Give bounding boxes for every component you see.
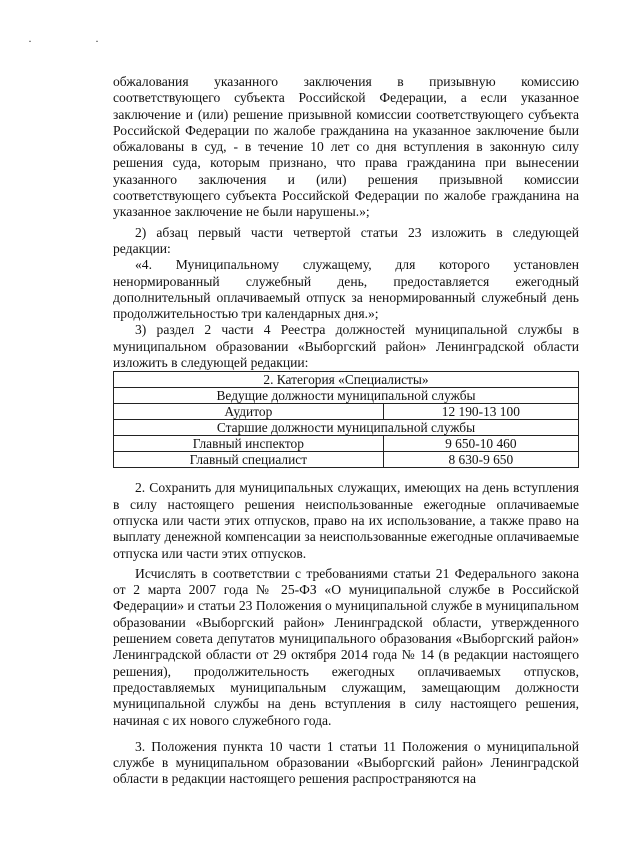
table-header-cell: 2. Категория «Специалисты» xyxy=(114,372,579,388)
paragraph-7: 3. Положения пункта 10 части 1 статьи 11 Положения о муниципальной службе в муниципальном образовании «Выборгский район» Ленинградской области в редакции настоящего решения распространяются на xyxy=(113,738,579,787)
table-row xyxy=(114,388,579,404)
table-range-cell: 8 630-9 650 xyxy=(383,452,578,468)
table-row xyxy=(114,372,579,388)
table-position-cell: Главный инспектор xyxy=(114,436,384,452)
table-group-cell: Старшие должности муниципальной службы xyxy=(114,420,579,436)
table-row xyxy=(114,452,579,468)
table-row xyxy=(114,420,579,436)
paragraph-3: «4. Муниципальному служащему, для которого установлен ненормированный служебный день, предоставляется ежегодный дополнительный оплачиваемый отпуск за ненормированный служебный день продолжительностью три календарных дня.»; xyxy=(113,257,579,322)
table-position-cell: Главный специалист xyxy=(114,452,384,468)
paragraph-6: Исчислять в соответствии с требованиями статьи 21 Федерального закона от 2 марта 2007 года № 25-ФЗ «О муниципальной службе в Российской Федерации» и статьи 23 Положения о муниципальной службе в муниципальном образовании «Выборгский район» Ленинградской области, утвержденного решением совета депутатов муниципального образования «Выборгский район» Ленинградской области от 29 октября 2014 года № 14 (в редакции настоящего решения), продолжительность ежегодных оплачиваемых отпусков, предоставляемых муниципальным служащим, замещающим должности муниципальной службы на день вступления в силу настоящего решения, начиная с их нового служебного года. xyxy=(113,565,579,728)
document-page xyxy=(113,74,579,788)
table-row xyxy=(114,404,579,420)
paragraph-1: обжалования указанного заключения в призывную комиссию соответствующего субъекта Российской Федерации, а если указанное заключение и (или) решение призывной комиссии соответствующего субъекта Российской Федерации по жалобе гражданина на указанное заключение были обжалованы в суд, - в течение 10 лет со дня вступления в законную силу решения суда, которым признано, что права гражданина при вынесении указанного заключения и (или) решения призывной комиссии соответствующего субъекта Российской Федерации по жалобе гражданина на указанное заключение не были нарушены.»; xyxy=(113,74,579,220)
table-range-cell: 9 650-10 460 xyxy=(383,436,578,452)
table-group-cell: Ведущие должности муниципальной службы xyxy=(114,388,579,404)
paragraph-4: 3) раздел 2 части 4 Реестра должностей муниципальной службы в муниципальном образовании «Выборгский район» Ленинградской области изложить в следующей редакции: xyxy=(113,322,579,371)
scan-marks: · · xyxy=(28,34,129,48)
paragraph-5: 2. Сохранить для муниципальных служащих, имеющих на день вступления в силу настоящего решения неиспользованные ежегодные оплачиваемые отпуска или части этих отпусков, право на их использование, а также право на выплату денежной компенсации за неиспользованные ежегодные оплачиваемые отпуска или части этих отпусков. xyxy=(113,480,579,561)
table-position-cell: Аудитор xyxy=(114,404,384,420)
registry-table xyxy=(113,371,579,468)
table-range-cell: 12 190-13 100 xyxy=(383,404,578,420)
table-row xyxy=(114,436,579,452)
paragraph-2: 2) абзац первый части четвертой статьи 23 изложить в следующей редакции: xyxy=(113,224,579,256)
